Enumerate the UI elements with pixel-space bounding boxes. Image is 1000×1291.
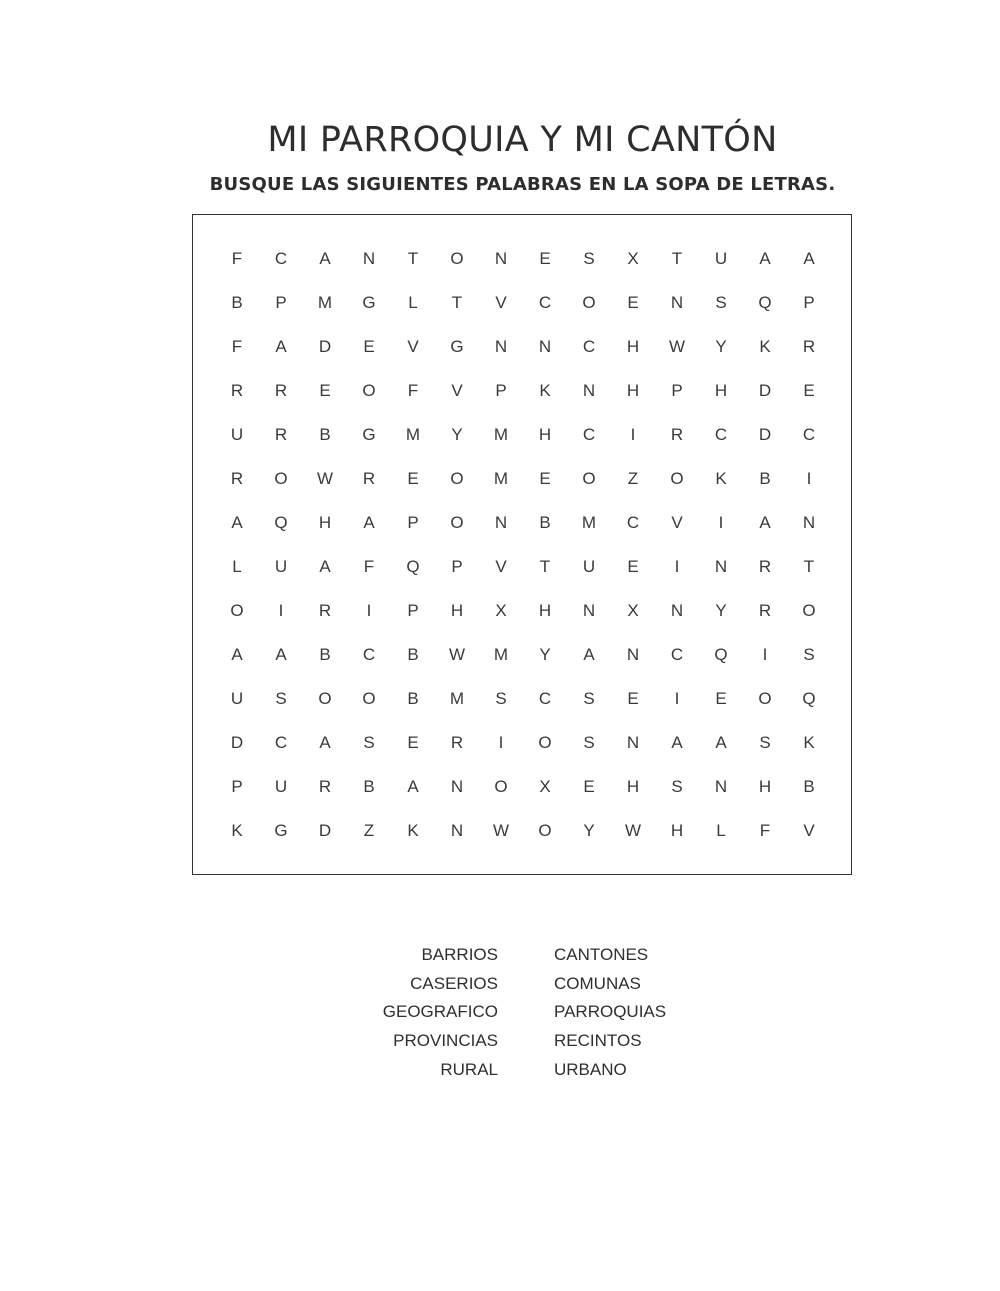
grid-letter[interactable]: F [231,337,243,356]
grid-letter[interactable]: E [363,337,375,356]
grid-letter[interactable]: P [407,513,419,532]
grid-letter[interactable]: C [538,689,552,708]
grid-letter[interactable]: A [407,777,419,796]
grid-letter[interactable]: D [758,381,772,400]
grid-letter[interactable]: S [275,689,287,708]
grid-letter[interactable]: O [758,689,772,708]
grid-letter[interactable]: H [538,425,552,444]
grid-letter[interactable]: N [494,337,508,356]
word-item: RURAL [440,1059,498,1079]
grid-letter[interactable]: A [671,733,683,752]
grid-letter[interactable]: N [494,249,508,268]
grid-letter[interactable]: S [583,733,595,752]
grid-letter[interactable]: I [278,601,284,620]
grid-letter[interactable]: R [274,425,288,444]
grid-letter[interactable]: A [319,733,331,752]
grid-letter[interactable]: M [581,513,597,532]
grid-letter[interactable]: B [319,645,331,664]
grid-letter[interactable]: H [626,337,640,356]
grid-letter[interactable]: E [539,469,551,488]
grid-letter[interactable]: Q [714,645,728,664]
grid-letter[interactable]: P [407,601,419,620]
grid-letter[interactable]: I [718,513,724,532]
grid-letter[interactable]: S [495,689,507,708]
grid-letter[interactable]: C [274,249,288,268]
grid-letter[interactable]: B [759,469,771,488]
grid-letter[interactable]: C [362,645,376,664]
grid-letter[interactable]: W [624,821,642,840]
grid-letter[interactable]: T [451,293,463,312]
grid-letter[interactable]: S [671,777,683,796]
grid-letter[interactable]: G [274,821,288,840]
grid-letter[interactable]: C [802,425,816,444]
grid-letter[interactable]: E [627,689,639,708]
grid-letter[interactable]: C [626,513,640,532]
grid-letter[interactable]: K [539,381,551,400]
grid-letter[interactable]: S [759,733,771,752]
grid-letter[interactable]: V [495,293,507,312]
grid-letter[interactable]: U [582,557,596,576]
grid-letter[interactable]: R [802,337,816,356]
grid-letter[interactable]: C [538,293,552,312]
grid-letter[interactable]: N [494,513,508,532]
grid-letter[interactable]: D [318,821,332,840]
grid-letter[interactable]: M [449,689,465,708]
grid-letter[interactable]: K [715,469,727,488]
grid-letter[interactable]: M [317,293,333,312]
grid-letter[interactable]: N [714,777,728,796]
grid-letter[interactable]: I [806,469,812,488]
grid-letter[interactable]: Y [451,425,463,444]
grid-letter[interactable]: O [494,777,508,796]
grid-letter[interactable]: R [230,469,244,488]
grid-letter[interactable]: E [627,293,639,312]
grid-letter[interactable]: M [493,645,509,664]
grid-letter[interactable]: V [407,337,419,356]
grid-letter[interactable]: O [318,689,332,708]
grid-letter[interactable]: F [231,249,243,268]
word-item: URBANO [554,1059,627,1079]
grid-letter[interactable]: O [582,293,596,312]
grid-letter[interactable]: O [538,733,552,752]
page-title: MI PARROQUIA Y MI CANTÓN [267,120,778,160]
grid-letter[interactable]: S [583,249,595,268]
word-item: GEOGRAFICO [382,1002,498,1022]
grid-letter[interactable]: I [674,689,680,708]
grid-letter[interactable]: L [232,557,242,576]
grid-letter[interactable]: R [318,601,332,620]
grid-letter[interactable]: O [802,601,816,620]
grid-letter[interactable]: N [626,733,640,752]
grid-letter[interactable]: S [803,645,815,664]
word-item: CASERIOS [410,973,498,993]
grid-letter[interactable]: I [674,557,680,576]
grid-letter[interactable]: D [758,425,772,444]
grid-letter[interactable]: T [803,557,815,576]
grid-letter[interactable]: E [407,469,419,488]
grid-letter[interactable]: N [450,777,464,796]
letter-grid [215,237,831,853]
word-item: PARROQUIAS [554,1002,667,1022]
grid-letter[interactable]: B [363,777,375,796]
grid-letter[interactable]: O [274,469,288,488]
grid-letter[interactable]: H [318,513,332,532]
grid-letter[interactable]: N [802,513,816,532]
grid-letter[interactable]: R [274,381,288,400]
grid-letter[interactable]: A [319,557,331,576]
grid-letter[interactable]: G [450,337,464,356]
grid-letter[interactable]: K [759,337,771,356]
grid-letter[interactable]: B [539,513,551,532]
grid-letter[interactable]: N [670,601,684,620]
grid-letter[interactable]: P [671,381,683,400]
grid-letter[interactable]: E [803,381,815,400]
grid-letter[interactable]: X [495,601,507,620]
grid-letter[interactable]: Q [802,689,816,708]
grid-letter[interactable]: R [758,557,772,576]
grid-letter[interactable]: U [230,425,244,444]
grid-letter[interactable]: A [759,249,771,268]
grid-letter[interactable]: T [671,249,683,268]
word-item: CANTONES [554,945,649,964]
grid-letter[interactable]: Y [715,601,727,620]
grid-letter[interactable]: S [583,689,595,708]
grid-letter[interactable]: B [407,689,419,708]
grid-letter[interactable]: K [231,821,243,840]
instructions: BUSQUE LAS SIGUIENTES PALABRAS EN LA SOPA DE LETRAS. [209,174,836,195]
grid-letter[interactable]: C [670,645,684,664]
grid-letter[interactable]: Y [583,821,595,840]
grid-letter[interactable]: Q [406,557,420,576]
grid-letter[interactable]: H [670,821,684,840]
grid-letter[interactable]: F [363,557,375,576]
grid-letter[interactable]: B [319,425,331,444]
word-list-left [340,941,498,1084]
grid-letter[interactable]: G [362,425,376,444]
grid-letter[interactable]: H [626,381,640,400]
grid-letter[interactable]: A [363,513,375,532]
grid-letter[interactable]: A [759,513,771,532]
grid-letter[interactable]: A [231,513,243,532]
grid-letter[interactable]: Q [758,293,772,312]
grid-letter[interactable]: N [626,645,640,664]
grid-letter[interactable]: O [362,381,376,400]
grid-letter[interactable]: X [627,601,639,620]
word-item: BARRIOS [421,945,498,964]
grid-letter[interactable]: V [803,821,815,840]
grid-letter[interactable]: N [670,293,684,312]
grid-letter[interactable]: R [758,601,772,620]
grid-letter[interactable]: U [714,249,728,268]
grid-letter[interactable]: H [450,601,464,620]
grid-letter[interactable]: U [274,557,288,576]
grid-letter[interactable]: O [670,469,684,488]
grid-letter[interactable]: D [318,337,332,356]
grid-letter[interactable]: I [762,645,768,664]
grid-letter[interactable]: Q [274,513,288,532]
grid-letter[interactable]: R [318,777,332,796]
grid-letter[interactable]: X [627,249,639,268]
grid-letter[interactable]: A [803,249,815,268]
grid-letter[interactable]: E [715,689,727,708]
grid-letter[interactable]: N [450,821,464,840]
grid-letter[interactable]: O [450,249,464,268]
grid-letter[interactable]: E [627,557,639,576]
grid-letter[interactable]: I [630,425,636,444]
grid-letter[interactable]: G [362,293,376,312]
grid-letter[interactable]: Z [627,469,639,488]
grid-letter[interactable]: R [450,733,464,752]
grid-letter[interactable]: A [715,733,727,752]
grid-letter[interactable]: O [362,689,376,708]
grid-letter[interactable]: H [714,381,728,400]
grid-letter[interactable]: B [231,293,243,312]
grid-letter[interactable]: P [451,557,463,576]
grid-letter[interactable]: A [583,645,595,664]
grid-letter[interactable]: H [758,777,772,796]
grid-letter[interactable]: A [275,645,287,664]
grid-letter[interactable]: E [539,249,551,268]
grid-letter[interactable]: O [538,821,552,840]
grid-letter[interactable]: E [583,777,595,796]
grid-letter[interactable]: D [230,733,244,752]
grid-letter[interactable]: X [539,777,551,796]
grid-letter[interactable]: A [319,249,331,268]
grid-letter[interactable]: H [538,601,552,620]
word-search-box [192,214,852,875]
word-item: RECINTOS [554,1031,642,1051]
grid-letter[interactable]: O [230,601,244,620]
grid-letter[interactable]: R [362,469,376,488]
grid-letter[interactable]: I [366,601,372,620]
grid-letter[interactable]: R [230,381,244,400]
word-item: PROVINCIAS [393,1031,498,1051]
grid-letter[interactable]: U [230,689,244,708]
grid-letter[interactable]: W [448,645,466,664]
word-list-right [554,941,754,1084]
grid-letter[interactable]: V [451,381,463,400]
grid-letter[interactable]: A [275,337,287,356]
grid-letter[interactable]: E [407,733,419,752]
grid-letter[interactable]: H [626,777,640,796]
grid-letter[interactable]: T [539,557,551,576]
grid-letter[interactable]: Y [539,645,551,664]
grid-letter[interactable]: F [759,821,771,840]
grid-letter[interactable]: M [493,469,509,488]
grid-letter[interactable]: V [671,513,683,532]
grid-letter[interactable]: S [363,733,375,752]
grid-letter[interactable]: M [405,425,421,444]
grid-letter[interactable]: N [582,381,596,400]
grid-letter[interactable]: W [316,469,334,488]
grid-letter[interactable]: V [495,557,507,576]
grid-letter[interactable]: C [582,425,596,444]
grid-letter[interactable]: K [803,733,815,752]
grid-letter[interactable]: M [493,425,509,444]
grid-letter[interactable]: Y [715,337,727,356]
grid-letter[interactable]: R [670,425,684,444]
grid-letter[interactable]: N [714,557,728,576]
grid-letter[interactable]: Z [363,821,375,840]
grid-letter[interactable]: B [803,777,815,796]
grid-letter[interactable]: N [582,601,596,620]
grid-letter[interactable]: O [450,469,464,488]
grid-letter[interactable]: P [275,293,287,312]
grid-letter[interactable]: T [407,249,419,268]
grid-letter[interactable]: P [495,381,507,400]
grid-letter[interactable]: B [407,645,419,664]
grid-letter[interactable]: I [498,733,504,752]
grid-letter[interactable]: L [716,821,726,840]
grid-letter[interactable]: U [274,777,288,796]
grid-letter[interactable]: P [231,777,243,796]
grid-letter[interactable]: A [231,645,243,664]
grid-letter[interactable]: W [492,821,510,840]
grid-letter[interactable]: N [362,249,376,268]
grid-letter[interactable]: S [715,293,727,312]
grid-letter[interactable]: P [803,293,815,312]
grid-letter[interactable]: C [714,425,728,444]
grid-letter[interactable]: C [274,733,288,752]
grid-letter[interactable]: W [668,337,686,356]
word-item: COMUNAS [554,973,641,993]
grid-letter[interactable]: N [538,337,552,356]
grid-letter[interactable]: O [582,469,596,488]
grid-letter[interactable]: O [450,513,464,532]
grid-letter[interactable]: C [582,337,596,356]
grid-letter[interactable]: E [319,381,331,400]
grid-letter[interactable]: F [407,381,419,400]
grid-letter[interactable]: K [407,821,419,840]
grid-letter[interactable]: L [408,293,418,312]
